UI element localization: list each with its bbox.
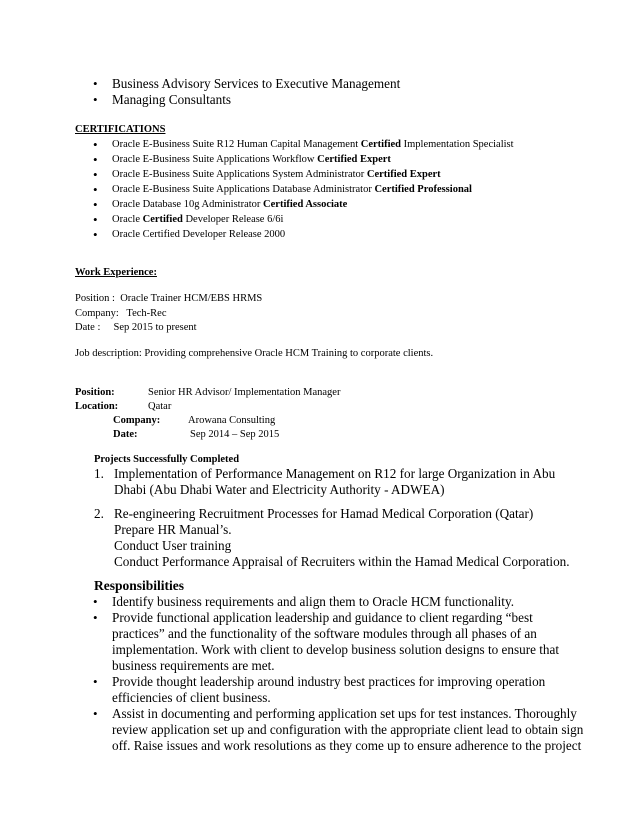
date-line: Date : Sep 2015 to present bbox=[75, 322, 197, 333]
company-value: Arowana Consulting bbox=[188, 415, 276, 426]
responsibility-item: • Identify business requirements and align them to Oracle HCM functionality. bbox=[90, 594, 620, 610]
projects-heading: Projects Successfully Completed bbox=[94, 454, 240, 465]
certification-item: • Oracle Certified Developer Release 6/6i bbox=[90, 212, 610, 227]
project-item: 2. Re-engineering Recruitment Processes for Hamad Medical Corporation (Qatar) Prepare HR Manual’s. Conduct User training Conduct Performance Appraisal of Recruiters within the Hamad Medical Corporation. bbox=[94, 506, 570, 569]
company-line: Company: Tech-Rec bbox=[75, 308, 167, 319]
certifications-list bbox=[90, 137, 610, 242]
project-item: 1. Implementation of Performance Management on R12 for large Organization in Abu Dhabi (Abu Dhabi Water and Electricity Authority - ADWEA) bbox=[94, 466, 556, 497]
work-experience-heading: Work Experience: bbox=[75, 267, 157, 278]
date-label: Date: bbox=[113, 429, 138, 440]
position-label: Position: bbox=[75, 387, 115, 398]
responsibilities-list bbox=[90, 594, 620, 754]
location-label: Location: bbox=[75, 401, 119, 412]
projects-list bbox=[94, 466, 614, 570]
top-bullet-item: • Business Advisory Services to Executive Management bbox=[90, 76, 610, 92]
responsibility-item: • Assist in documenting and performing application set ups for test instances. Thoroughly review application set up and configuration with the appropriate client lead to obtain sign off. Raise issues and work resolutions as they come up to ensure adherence to the project bbox=[90, 706, 620, 754]
responsibilities-heading: Responsibilities bbox=[94, 578, 185, 593]
certification-item: • Oracle E-Business Suite Applications Workflow Certified Expert bbox=[90, 152, 610, 167]
certification-item: • Oracle E-Business Suite Applications System Administrator Certified Expert bbox=[90, 167, 610, 182]
project-number: 2. bbox=[94, 506, 104, 521]
top-bullet-item: • Managing Consultants bbox=[90, 92, 610, 108]
date-value: Sep 2014 – Sep 2015 bbox=[190, 429, 280, 440]
responsibility-item: • Provide thought leadership around industry best practices for improving operation efficiencies of client business. bbox=[90, 674, 620, 706]
position-line: Position : Oracle Trainer HCM/EBS HRMS bbox=[75, 293, 263, 304]
company-label: Company: bbox=[113, 415, 161, 426]
certification-item: • Oracle E-Business Suite R12 Human Capital Management Certified Implementation Specialist bbox=[90, 137, 610, 152]
project-number: 1. bbox=[94, 466, 104, 481]
position-value: Senior HR Advisor/ Implementation Manager bbox=[148, 387, 341, 398]
certification-item: • Oracle E-Business Suite Applications Database Administrator Certified Professional bbox=[90, 182, 610, 197]
responsibility-item: • Provide functional application leadership and guidance to client regarding “best practices” and the functionality of the software modules through all phases of an implementation. Work with client to develop business solution designs to ensure that business requirements are met. bbox=[90, 610, 620, 674]
job-description: Job description: Providing comprehensive Oracle HCM Training to corporate clients. bbox=[75, 348, 434, 359]
top-bullet-list bbox=[90, 76, 610, 108]
location-value: Qatar bbox=[148, 401, 172, 412]
certifications-heading: CERTIFICATIONS bbox=[75, 124, 166, 135]
certification-item: • Oracle Database 10g Administrator Certified Associate bbox=[90, 197, 610, 212]
certification-item: • Oracle Certified Developer Release 2000 bbox=[90, 227, 610, 242]
